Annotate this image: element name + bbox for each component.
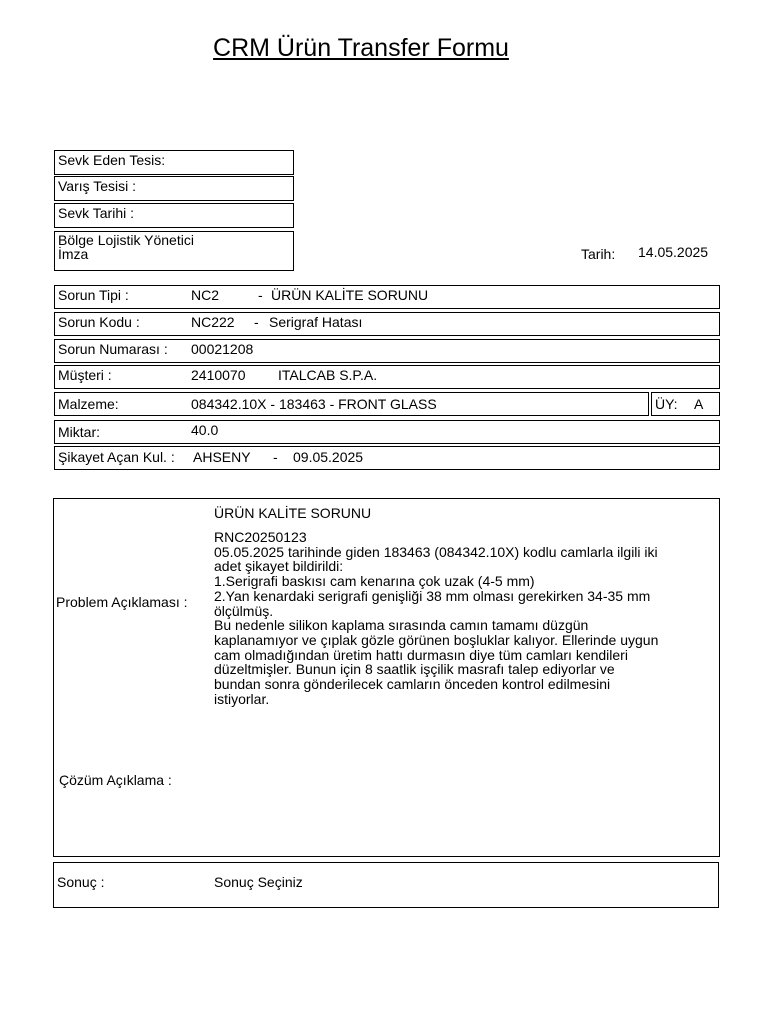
sorun-tipi-label: Sorun Tipi :	[58, 287, 129, 303]
sevk-eden-tesis-field[interactable]	[54, 150, 294, 175]
sorun-tipi-separator: -	[258, 287, 263, 303]
miktar-value: 40.0	[191, 422, 219, 438]
musteri-label: Müşteri :	[58, 367, 112, 383]
sevk-tarihi-field[interactable]	[54, 203, 294, 228]
bolge-lojistik-imza-field[interactable]	[54, 231, 294, 271]
problem-line: düzeltmişler. Bunun için 8 saatlik işçilik masrafı talep ediyorlar ve	[214, 661, 615, 678]
tarih-label: Tarih:	[581, 246, 616, 262]
sonuc-label: Sonuç :	[57, 874, 105, 890]
problem-heading: ÜRÜN KALİTE SORUNU	[214, 505, 372, 521]
sikayet-label: Şikayet Açan Kul. :	[58, 449, 175, 465]
malzeme-label: Malzeme:	[58, 396, 119, 412]
problem-line: cam olmadığından üretim hattı durmasın diye tüm camları kendileri	[214, 646, 628, 663]
malzeme-value: 084342.10X - 183463 - FRONT GLASS	[191, 396, 437, 412]
sevk-tarihi-label: Sevk Tarihi :	[58, 205, 134, 221]
malzeme-row	[54, 392, 649, 416]
sonuc-box	[53, 862, 719, 908]
problem-line: 2.Yan kenardaki serigrafi genişliği 38 mm olması gerekirken 34-35 mm	[214, 587, 651, 604]
varis-tesisi-label: Varış Tesisi :	[58, 178, 137, 194]
musteri-row	[54, 365, 720, 389]
form-title: CRM Ürün Transfer Formu	[213, 34, 509, 62]
sikayet-row	[54, 446, 720, 470]
sorun-numarasi-label: Sorun Numarası :	[58, 341, 168, 357]
miktar-label: Miktar:	[58, 424, 100, 440]
cozum-label: Çözüm Açıklama :	[59, 772, 172, 788]
sikayet-user: AHSENY	[193, 449, 251, 465]
sorun-tipi-row	[54, 285, 720, 309]
uy-label: ÜY:	[655, 396, 678, 412]
tarih-value: 14.05.2025	[638, 244, 709, 260]
sonuc-select[interactable]: Sonuç Seçiniz	[214, 874, 303, 890]
sorun-kodu-separator: -	[254, 314, 259, 330]
varis-tesisi-field[interactable]	[54, 176, 294, 201]
sorun-numarasi-row	[54, 339, 720, 363]
sikayet-date: 09.05.2025	[293, 449, 364, 465]
uy-box	[651, 392, 720, 416]
sikayet-separator: -	[273, 449, 278, 465]
sorun-tipi-code: NC2	[191, 287, 220, 303]
miktar-row	[54, 420, 720, 444]
musteri-code: 2410070	[191, 367, 246, 383]
problem-line: bundan sonra gönderilecek camların önceden kontrol edilmesini	[214, 676, 611, 693]
problem-line: RNC20250123	[214, 529, 307, 545]
problem-line: 1.Serigrafi baskısı cam kenarına çok uzak (4-5 mm)	[214, 573, 535, 590]
sevk-eden-tesis-label: Sevk Eden Tesis:	[58, 152, 166, 168]
bolge-lojistik-label: Bölge Lojistik Yönetici	[58, 232, 194, 248]
problem-line: ölçülmüş.	[214, 602, 274, 619]
sorun-tipi-desc: ÜRÜN KALİTE SORUNU	[271, 287, 429, 303]
problem-description	[214, 530, 712, 706]
sorun-kodu-label: Sorun Kodu :	[58, 314, 140, 330]
problem-line: Bu nedenle silikon kaplama sırasında camın tamamı düzgün	[214, 617, 589, 634]
sorun-kodu-desc: Serigraf Hatası	[269, 314, 363, 330]
problem-line: adet şikayet bildirildi:	[214, 558, 344, 575]
problem-line: kaplanamıyor ve çıplak gözle görünen boşluklar kalıyor. Ellerinde uygun	[214, 631, 659, 648]
imza-label: İmza	[58, 246, 89, 262]
uy-value: A	[694, 396, 704, 412]
sorun-kodu-row	[54, 312, 720, 336]
problem-line: 05.05.2025 tarihinde giden 183463 (084342.10X) kodlu camlarla ilgili iki	[214, 543, 658, 560]
problem-line: istiyorlar.	[214, 690, 270, 707]
sorun-numarasi-value: 00021208	[191, 341, 254, 357]
problem-label: Problem Açıklaması :	[56, 594, 188, 610]
sorun-kodu-code: NC222	[191, 314, 235, 330]
musteri-name: ITALCAB S.P.A.	[278, 367, 378, 383]
